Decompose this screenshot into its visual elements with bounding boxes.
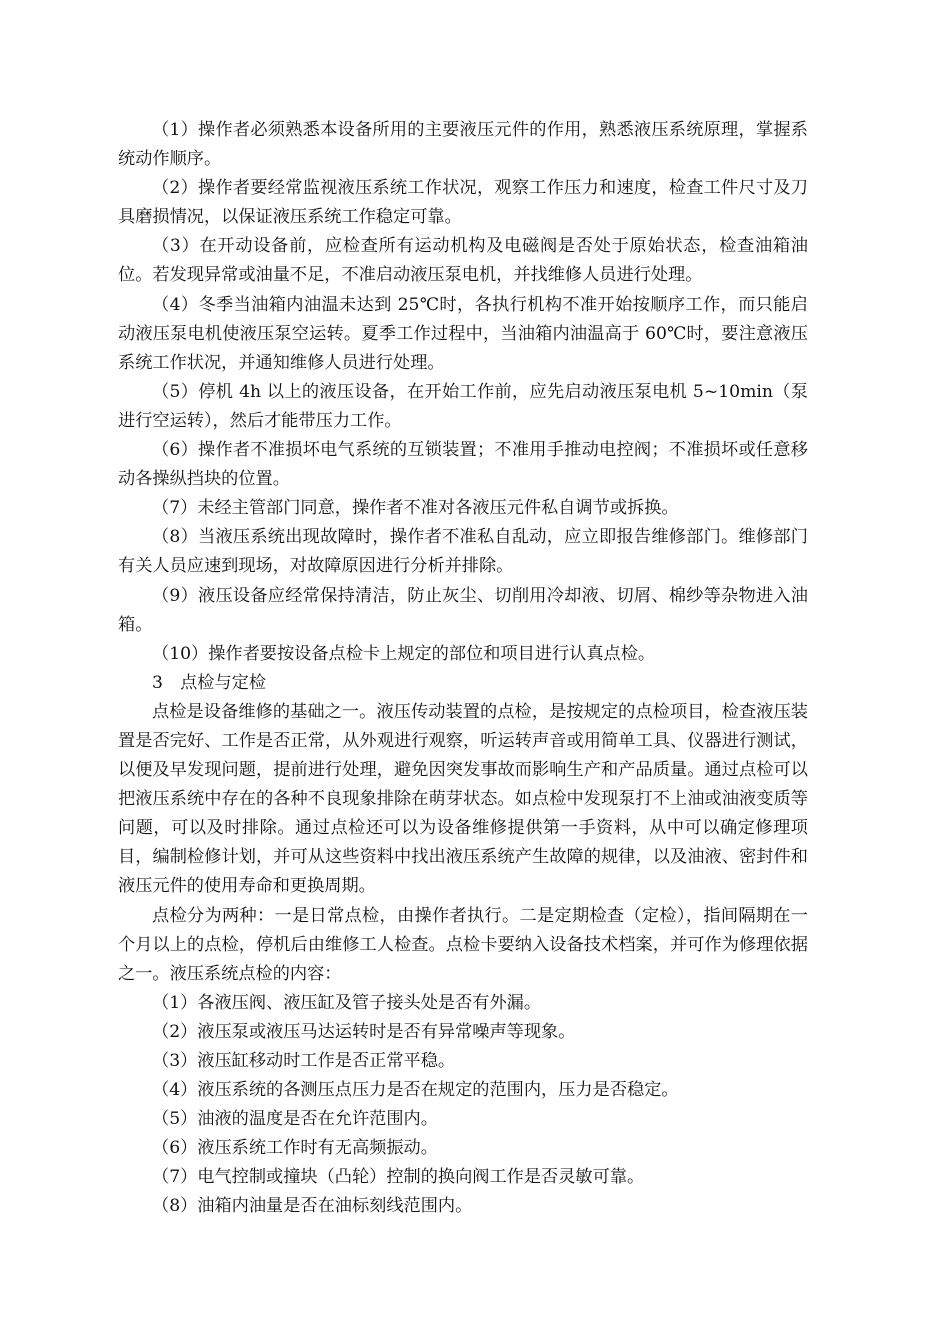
check-item-3: （3）液压缸移动时工作是否正常平稳。 [152, 1051, 456, 1071]
rule-paragraph-10: （10）操作者要按设备点检卡上规定的部位和项目进行认真点检。 [152, 643, 656, 664]
check-item-7: （7）电气控制或撞块（凸轮）控制的换向阀工作是否灵敏可靠。 [152, 1167, 645, 1188]
rule-paragraph-6: （6）操作者不准损坏电气系统的互锁装置；不准用手推动电控阀；不准损坏或任意移动各操纵挡块的位置。 [118, 440, 808, 490]
body-paragraph-2: 点检分为两种：一是日常点检，由操作者执行。二是定期检查（定检），指间隔期在一个月以上的点检，停机后由维修工人检查。点检卡要纳入设备技术档案，并可作为修理依据之一。液压系统点检的内容： [118, 905, 808, 984]
check-item-2: （2）液压泵或液压马达运转时是否有异常噪声等现象。 [152, 1021, 576, 1042]
rule-paragraph-2: （2）操作者要经常监视液压系统工作状况，观察工作压力和速度，检查工件尺寸及刀具磨损情况，以保证液压系统工作稳定可靠。 [118, 178, 808, 228]
rule-paragraph-5: （5）停机 4h 以上的液压设备，在开始工作前，应先启动液压泵电机 5~10min（泵进行空运转），然后才能带压力工作。 [118, 381, 808, 431]
section-heading: 3 点检与定检 [152, 672, 267, 693]
rule-paragraph-8: （8）当液压系统出现故障时，操作者不准私自乱动，应立即报告维修部门。维修部门有关人员应速到现场，对故障原因进行分析并排除。 [118, 527, 808, 577]
rule-paragraph-1: （1）操作者必须熟悉本设备所用的主要液压元件的作用，熟悉液压系统原理，掌握系统动作顺序。 [118, 120, 808, 170]
check-item-8: （8）油箱内油量是否在油标刻线范围内。 [152, 1196, 473, 1217]
rule-paragraph-4: （4）冬季当油箱内油温未达到 25℃时，各执行机构不准开始按顺序工作，而只能启动液压泵电机使液压泵空运转。夏季工作过程中，当油箱内油温高于 60℃时，要注意液压系统工作状况，并通知维修人员进行处理。 [118, 294, 808, 373]
check-item-4: （4）液压系统的各测压点压力是否在规定的范围内，压力是否稳定。 [152, 1080, 679, 1101]
check-item-6: （6）液压系统工作时有无高频振动。 [152, 1138, 438, 1159]
document-page [118, 116, 808, 1222]
check-item-5: （5）油液的温度是否在允许范围内。 [152, 1109, 438, 1130]
rule-paragraph-9: （9）液压设备应经常保持清洁，防止灰尘、切削用冷却液、切屑、棉纱等杂物进入油箱。 [118, 585, 808, 635]
rule-paragraph-3: （3）在开动设备前，应检查所有运动机构及电磁阀是否处于原始状态，检查油箱油位。若发现异常或油量不足，不准启动液压泵电机，并找维修人员进行处理。 [118, 236, 808, 286]
check-item-1: （1）各液压阀、液压缸及管子接头处是否有外漏。 [152, 992, 542, 1013]
body-paragraph-1: 点检是设备维修的基础之一。液压传动装置的点检，是按规定的点检项目，检查液压装置是否完好、工作是否正常，从外观进行观察，听运转声音或用简单工具、仪器进行测试，以便及早发现问题，提前进行处理，避免因突发事故而影响生产和产品质量。通过点检可以把液压系统中存在的各种不良现象排除在萌芽状态。如点检中发现泵打不上油或油液变质等问题，可以及时排除。通过点检还可以为设备维修提供第一手资料，从中可以确定修理项目，编制检修计划，并可从这些资料中找出液压系统产生故障的规律，以及油液、密封件和液压元件的使用寿命和更换周期。 [118, 701, 808, 897]
rule-paragraph-7: （7）未经主管部门同意，操作者不准对各液压元件私自调节或拆换。 [152, 498, 679, 519]
